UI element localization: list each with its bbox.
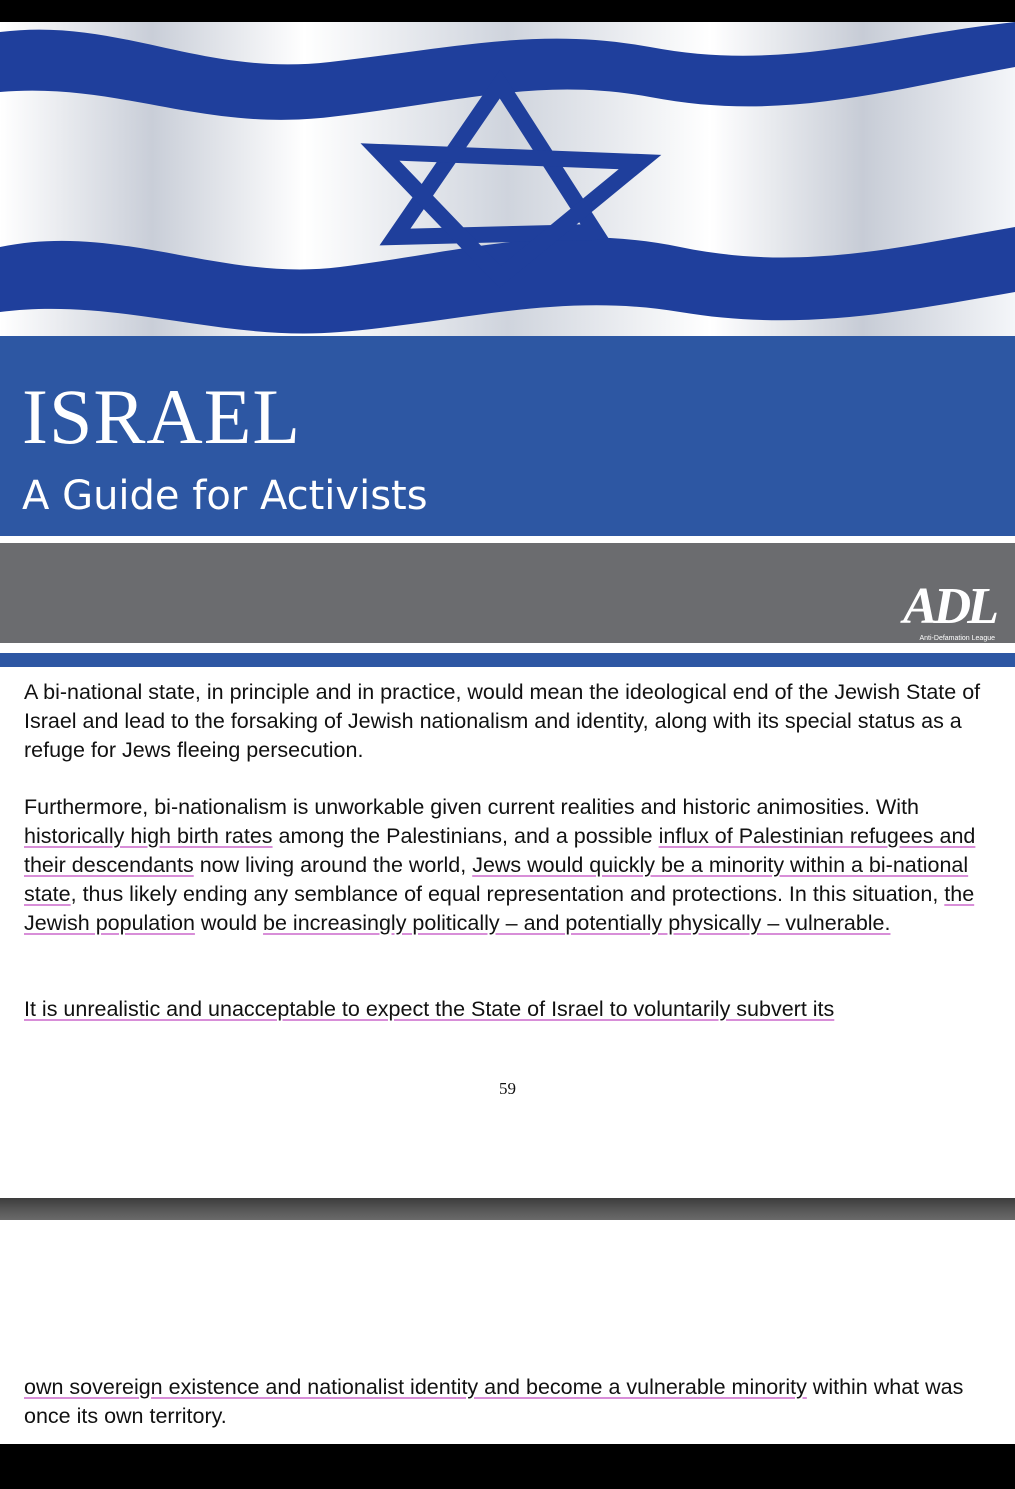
- israel-flag-image: [0, 22, 1015, 336]
- logo-band: [0, 543, 1015, 643]
- paragraph-4: [24, 1373, 999, 1431]
- underlined-text: influx of Palestinian refugees and their descendants: [24, 824, 976, 877]
- bottom-black-bar: [0, 1444, 1015, 1489]
- paragraph-3: [24, 995, 999, 1024]
- underlined-text: own sovereign existence and nationalist identity and become a vulnerable minority: [24, 1375, 807, 1399]
- divider-line: [0, 536, 1015, 543]
- document-title: ISRAEL: [22, 373, 301, 460]
- underlined-text: historically high birth rates: [24, 824, 273, 848]
- underlined-text: be increasingly politically – and potentially physically – vulnerable.: [263, 911, 891, 935]
- adl-logo: [903, 578, 995, 642]
- text-run: within what was once its own territory.: [24, 1375, 964, 1428]
- adl-logo-mark: ADL: [903, 578, 995, 635]
- divider-line: [0, 643, 1015, 653]
- text-run: , thus likely ending any semblance of equal representation and protections. In this situation,: [70, 882, 945, 906]
- underlined-text: It is unrealistic and unacceptable to expect the State of Israel to voluntarily subvert its: [24, 997, 835, 1021]
- document-page: [0, 22, 1015, 1444]
- paragraph-1: A bi-national state, in principle and in practice, would mean the ideological end of the Jewish State of Israel and lead to the forsaking of Jewish nationalism and identity, along with its special status as a refuge for Jews fleeing persecution.: [24, 680, 981, 762]
- text-run: Furthermore, bi-nationalism is unworkable given current realities and historic animosities. With: [24, 795, 920, 819]
- top-black-bar: [0, 0, 1015, 22]
- text-run: would: [194, 911, 264, 935]
- adl-logo-subtext: Anti-Defamation League: [919, 635, 995, 642]
- document-subtitle: A Guide for Activists: [22, 473, 428, 519]
- page-break-bar: [0, 1198, 1015, 1220]
- blue-stripe: [0, 653, 1015, 667]
- paragraph-2: [24, 793, 999, 938]
- underlined-text: Jews would quickly be a minority within a bi-national state: [24, 853, 969, 906]
- page-number: 59: [499, 1079, 516, 1098]
- text-run: among the Palestinians, and a possible: [272, 824, 659, 848]
- text-run: now living around the world,: [193, 853, 473, 877]
- title-band: [0, 336, 1015, 536]
- underlined-text: the Jewish population: [24, 882, 975, 935]
